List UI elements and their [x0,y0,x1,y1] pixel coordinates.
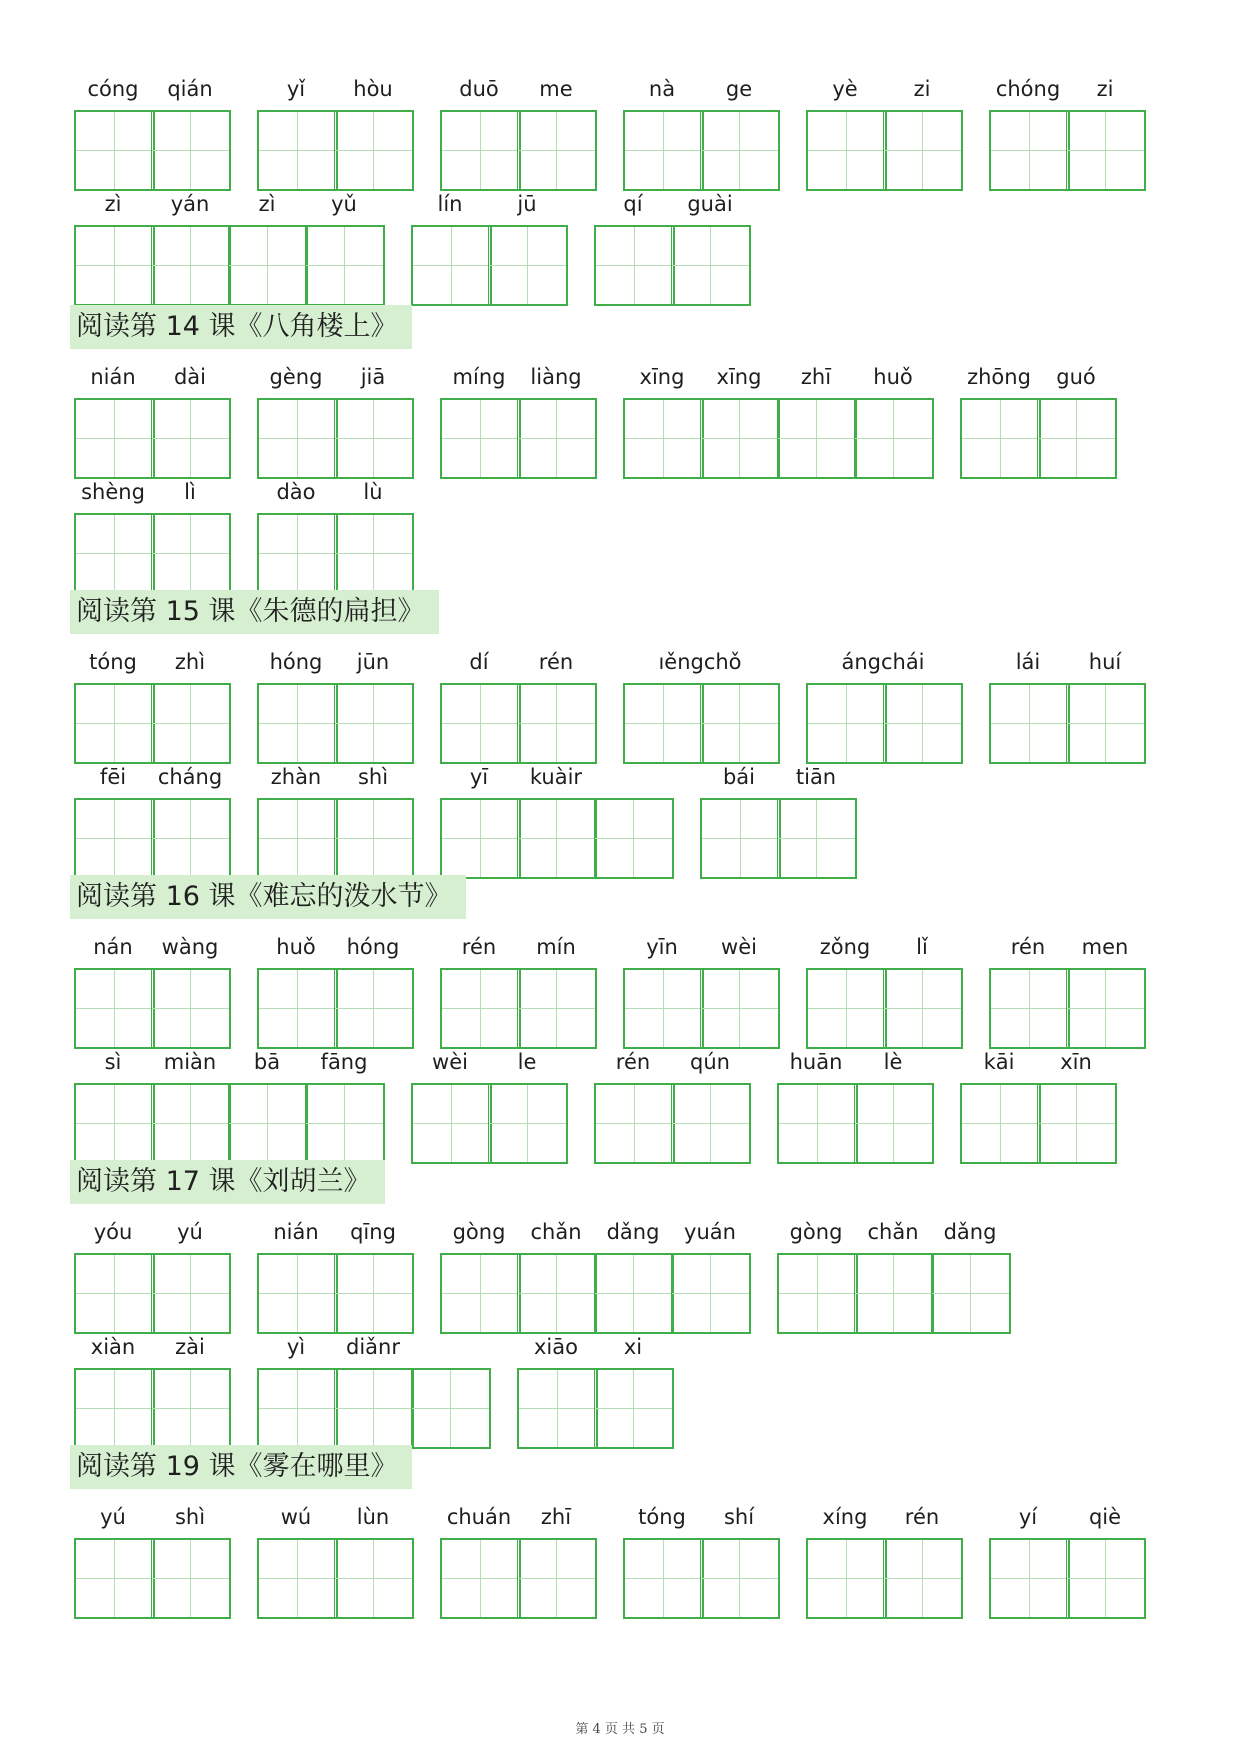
writing-grid-box[interactable] [883,1538,963,1619]
pinyin-word [74,1215,230,1333]
writing-grid-box[interactable] [440,1538,521,1619]
writing-grid-box[interactable] [334,398,414,479]
writing-grid-box[interactable] [74,968,155,1049]
writing-grid-box[interactable] [517,968,597,1049]
writing-grid-box[interactable] [151,1253,231,1334]
writing-grid-box[interactable] [151,1538,231,1619]
pinyin-word [74,645,230,763]
pinyin-label: mín [536,935,576,959]
pinyin-word [989,1500,1145,1618]
pinyin-label: miàn [163,1050,217,1074]
writing-grid-box[interactable] [74,1253,155,1334]
pinyin-label: cháng [157,765,223,789]
writing-grid-box[interactable] [228,225,308,306]
pinyin-word [257,475,413,593]
pinyin-word [989,645,1145,763]
pinyin-label: zi [913,77,931,101]
pinyin-word [440,645,596,763]
pinyin-label: yǐ [286,77,306,101]
writing-grid-box[interactable] [517,1538,597,1619]
writing-grid-box[interactable] [74,398,155,479]
writing-grid-box[interactable] [806,1538,887,1619]
lesson-heading: 阅读第 16 课《难忘的泼水节》 [70,875,466,919]
writing-grid-box[interactable] [1066,110,1146,191]
pinyin-word [960,1045,1116,1163]
pinyin-label: chuán [446,1505,512,1529]
writing-grid-box[interactable] [1066,683,1146,764]
writing-grid-box[interactable] [74,798,155,879]
pinyin-label: xīng [639,365,685,389]
pinyin-label: wú [280,1505,312,1529]
pinyin-word [960,360,1116,478]
pinyin-label: huān [789,1050,843,1074]
pinyin-label: lè [883,1050,903,1074]
writing-grid-box[interactable] [517,1368,598,1449]
pinyin-label: jūn [356,650,390,674]
pinyin-word [777,1215,1010,1333]
writing-grid-box[interactable] [777,1253,858,1334]
writing-grid-box[interactable] [151,683,231,764]
pinyin-word [257,72,413,190]
pinyin-label: wèi [721,935,757,959]
pinyin-label: cóng [87,77,139,101]
pinyin-label: qún [690,1050,730,1074]
pinyin-label: yǔ [331,192,357,216]
writing-grid-box[interactable] [700,683,780,764]
writing-grid-box[interactable] [700,968,780,1049]
writing-grid-box[interactable] [440,110,521,191]
writing-grid-box[interactable] [411,225,492,306]
writing-grid-box[interactable] [777,398,857,479]
pinyin-word [74,1500,230,1618]
writing-grid-box[interactable] [257,968,338,1049]
pinyin-word [623,72,779,190]
writing-grid-box[interactable] [334,968,414,1049]
pinyin-label: ángchái [841,650,925,674]
pinyin-label: rén [904,1505,940,1529]
pinyin-word [257,1330,490,1448]
pinyin-label: zhī [540,1505,572,1529]
pinyin-label: shì [357,765,389,789]
pinyin-label: xiàn [90,1335,136,1359]
pinyin-label: tiān [795,765,837,789]
pinyin-label: huí [1088,650,1122,674]
writing-grid-box[interactable] [228,1083,308,1164]
writing-grid-box[interactable] [517,798,597,879]
pinyin-word [623,360,933,478]
pinyin-label: bā [253,1050,281,1074]
writing-grid-box[interactable] [334,110,414,191]
pinyin-label: wàng [161,935,219,959]
pinyin-word [257,1500,413,1618]
pinyin-label: le [517,1050,537,1074]
writing-grid-box[interactable] [671,1083,751,1164]
pinyin-label: qí [623,192,643,216]
writing-grid-box[interactable] [1066,1538,1146,1619]
writing-grid-box[interactable] [440,683,521,764]
writing-grid-box[interactable] [257,798,338,879]
writing-grid-box[interactable] [700,1538,780,1619]
pinyin-label: zhōng [967,365,1031,389]
writing-grid-box[interactable] [151,513,231,594]
writing-grid-box[interactable] [74,1083,155,1164]
writing-grid-box[interactable] [151,110,231,191]
writing-grid-box[interactable] [594,225,675,306]
pinyin-label: xīng [716,365,762,389]
writing-grid-box[interactable] [411,1083,492,1164]
pinyin-word [440,1215,750,1333]
pinyin-label: yīn [646,935,678,959]
pinyin-label: míng [452,365,506,389]
pinyin-word [74,475,230,593]
pinyin-label: nián [90,365,136,389]
writing-grid-box[interactable] [151,798,231,879]
pinyin-label: zhàn [270,765,322,789]
writing-grid-box[interactable] [623,110,704,191]
writing-grid-box[interactable] [517,110,597,191]
pinyin-label: ıěngchǒ [658,650,742,674]
lesson-heading: 阅读第 14 课《八角楼上》 [70,305,412,349]
pinyin-label: yán [170,192,210,216]
writing-grid-box[interactable] [334,798,414,879]
writing-grid-box[interactable] [517,683,597,764]
pinyin-label: shèng [81,480,145,504]
pinyin-word [440,72,596,190]
pinyin-word [806,72,962,190]
writing-grid-box[interactable] [623,968,704,1049]
writing-grid-box[interactable] [989,1538,1070,1619]
writing-grid-box[interactable] [305,225,385,306]
pinyin-label: gèng [269,365,323,389]
writing-grid-box[interactable] [257,110,338,191]
writing-grid-box[interactable] [989,683,1070,764]
pinyin-word [74,72,230,190]
pinyin-label: lù [363,480,383,504]
writing-grid-box[interactable] [854,398,934,479]
pinyin-word [440,930,596,1048]
writing-grid-box[interactable] [74,110,155,191]
writing-grid-box[interactable] [989,968,1070,1049]
writing-grid-box[interactable] [700,798,781,879]
writing-grid-box[interactable] [623,398,704,479]
pinyin-word [74,760,230,878]
pinyin-label: lì [184,480,196,504]
pinyin-label: rén [538,650,574,674]
writing-grid-box[interactable] [257,1538,338,1619]
pinyin-label: gòng [789,1220,843,1244]
pinyin-word [257,1215,413,1333]
pinyin-label: zhì [174,650,206,674]
pinyin-label: chǎn [867,1220,919,1244]
pinyin-word [594,1045,750,1163]
pinyin-label: xíng [822,1505,868,1529]
writing-grid-box[interactable] [854,1083,934,1164]
pinyin-word [623,930,779,1048]
pinyin-label: huǒ [873,365,913,389]
pinyin-label: hòu [353,77,393,101]
writing-grid-box[interactable] [989,110,1070,191]
writing-grid-box[interactable] [334,683,414,764]
writing-grid-box[interactable] [151,1368,231,1449]
pinyin-label: fāng [320,1050,368,1074]
writing-grid-box[interactable] [151,398,231,479]
writing-grid-box[interactable] [440,1253,521,1334]
writing-grid-box[interactable] [594,1253,674,1334]
pinyin-label: kāi [983,1050,1015,1074]
pinyin-label: wèi [432,1050,468,1074]
writing-grid-box[interactable] [883,683,963,764]
writing-grid-box[interactable] [777,1083,858,1164]
pinyin-label: yóu [93,1220,133,1244]
pinyin-label: rén [615,1050,651,1074]
pinyin-word [517,1330,673,1448]
writing-grid-box[interactable] [777,798,857,879]
pinyin-label: qián [167,77,213,101]
writing-grid-box[interactable] [257,398,338,479]
pinyin-label: gòng [452,1220,506,1244]
writing-grid-box[interactable] [334,1368,414,1449]
pinyin-label: ge [725,77,753,101]
pinyin-word [257,360,413,478]
writing-grid-box[interactable] [440,398,521,479]
pinyin-label: dài [173,365,207,389]
pinyin-word [623,1500,779,1618]
pinyin-word [989,930,1145,1048]
pinyin-word [989,72,1145,190]
pinyin-word [411,1045,567,1163]
pinyin-label: lǐ [916,935,928,959]
pinyin-label: yuán [684,1220,736,1244]
pinyin-word [440,760,673,878]
pinyin-label: men [1081,935,1129,959]
pinyin-label: tóng [89,650,137,674]
writing-grid-box[interactable] [305,1083,385,1164]
writing-grid-box[interactable] [854,1253,934,1334]
pinyin-word [594,187,750,305]
pinyin-label: xi [623,1335,643,1359]
pinyin-label: zhī [800,365,832,389]
pinyin-label: dí [469,650,489,674]
pinyin-label: chǎn [530,1220,582,1244]
writing-grid-box[interactable] [151,225,231,306]
pinyin-label: dǎng [606,1220,660,1244]
writing-grid-box[interactable] [334,1253,414,1334]
pinyin-word [74,187,384,305]
writing-grid-box[interactable] [74,225,155,306]
writing-grid-box[interactable] [594,1083,675,1164]
pinyin-word [806,1500,962,1618]
lesson-heading: 阅读第 17 课《刘胡兰》 [70,1160,385,1204]
pinyin-label: zì [258,192,276,216]
pinyin-label: nán [93,935,133,959]
writing-grid-box[interactable] [1066,968,1146,1049]
pinyin-word [257,645,413,763]
pinyin-word [777,1045,933,1163]
pinyin-label: zài [175,1335,205,1359]
writing-grid-box[interactable] [960,398,1041,479]
pinyin-word [74,1045,384,1163]
writing-grid-box[interactable] [883,110,963,191]
pinyin-label [411,1330,489,1364]
writing-grid-box[interactable] [806,110,887,191]
pinyin-word [806,645,962,763]
pinyin-word [623,645,779,763]
writing-grid-box[interactable] [257,1368,338,1449]
pinyin-label: dào [276,480,316,504]
pinyin-label: duō [459,77,499,101]
writing-grid-box[interactable] [440,798,521,879]
pinyin-word [440,1500,596,1618]
pinyin-label: xīn [1060,1050,1092,1074]
pinyin-label: lùn [356,1505,390,1529]
writing-grid-box[interactable] [74,1538,155,1619]
pinyin-label: bái [722,765,756,789]
writing-grid-box[interactable] [806,683,887,764]
writing-grid-box[interactable] [151,1083,231,1164]
pinyin-label: me [539,77,573,101]
pinyin-label: nián [273,1220,319,1244]
pinyin-label: diǎnr [346,1335,400,1359]
writing-grid-box[interactable] [960,1083,1041,1164]
pinyin-label: rén [1010,935,1046,959]
writing-grid-box[interactable] [334,513,414,594]
writing-grid-box[interactable] [488,225,568,306]
pinyin-word [74,930,230,1048]
writing-grid-box[interactable] [700,398,780,479]
writing-grid-box[interactable] [931,1253,1011,1334]
lesson-heading: 阅读第 15 课《朱德的扁担》 [70,590,439,634]
pinyin-label: yì [286,1335,306,1359]
writing-grid-box[interactable] [74,513,155,594]
pinyin-label: hóng [269,650,323,674]
writing-grid-box[interactable] [517,398,597,479]
writing-grid-box[interactable] [74,1368,155,1449]
writing-grid-box[interactable] [151,968,231,1049]
pinyin-label: kuàir [529,765,583,789]
pinyin-label: zi [1096,77,1114,101]
writing-grid-box[interactable] [671,225,751,306]
writing-grid-box[interactable] [1037,398,1117,479]
pinyin-label: qīng [350,1220,396,1244]
pinyin-word [257,760,413,878]
pinyin-label: qiè [1088,1505,1122,1529]
pinyin-word [257,930,413,1048]
pinyin-label: dǎng [943,1220,997,1244]
pinyin-label: liàng [530,365,582,389]
pinyin-label: yí [1018,1505,1038,1529]
pinyin-label [594,760,672,794]
pinyin-word [440,360,596,478]
writing-grid-box[interactable] [257,683,338,764]
pinyin-label: jū [517,192,537,216]
pinyin-label: rén [461,935,497,959]
pinyin-label: fēi [99,765,127,789]
writing-grid-box[interactable] [806,968,887,1049]
pinyin-label: yè [832,77,858,101]
pinyin-word [700,760,856,878]
pinyin-label: hóng [346,935,400,959]
pinyin-label: chóng [995,77,1061,101]
pinyin-word [411,187,567,305]
pinyin-label: shí [723,1505,755,1529]
writing-grid-box[interactable] [700,110,780,191]
pinyin-label: yú [177,1220,203,1244]
pinyin-word [74,360,230,478]
pinyin-label: tóng [638,1505,686,1529]
pinyin-label: guó [1056,365,1096,389]
lesson-heading: 阅读第 19 课《雾在哪里》 [70,1445,412,1489]
writing-grid-box[interactable] [74,683,155,764]
writing-grid-box[interactable] [334,1538,414,1619]
pinyin-label: yī [469,765,489,789]
pinyin-word [74,1330,230,1448]
writing-grid-box[interactable] [1037,1083,1117,1164]
pinyin-label: guài [687,192,733,216]
pinyin-label: huǒ [276,935,316,959]
page-footer: 第 4 页 共 5 页 [575,1722,665,1737]
writing-grid-box[interactable] [257,513,338,594]
pinyin-label: lín [437,192,463,216]
pinyin-word [806,930,962,1048]
pinyin-label: sì [104,1050,122,1074]
writing-grid-box[interactable] [623,683,704,764]
pinyin-label: zǒng [819,935,871,959]
writing-grid-box[interactable] [883,968,963,1049]
pinyin-label: zì [104,192,122,216]
writing-grid-box[interactable] [594,1368,674,1449]
writing-grid-box[interactable] [257,1253,338,1334]
pinyin-label: nà [648,77,676,101]
pinyin-label: lái [1015,650,1041,674]
writing-grid-box[interactable] [594,798,674,879]
writing-grid-box[interactable] [440,968,521,1049]
pinyin-label: jiā [360,365,386,389]
pinyin-label: yú [100,1505,126,1529]
writing-grid-box[interactable] [623,1538,704,1619]
pinyin-label: xiāo [534,1335,578,1359]
writing-grid-box[interactable] [411,1368,491,1449]
writing-grid-box[interactable] [488,1083,568,1164]
writing-grid-box[interactable] [517,1253,597,1334]
pinyin-label: shì [174,1505,206,1529]
writing-grid-box[interactable] [671,1253,751,1334]
